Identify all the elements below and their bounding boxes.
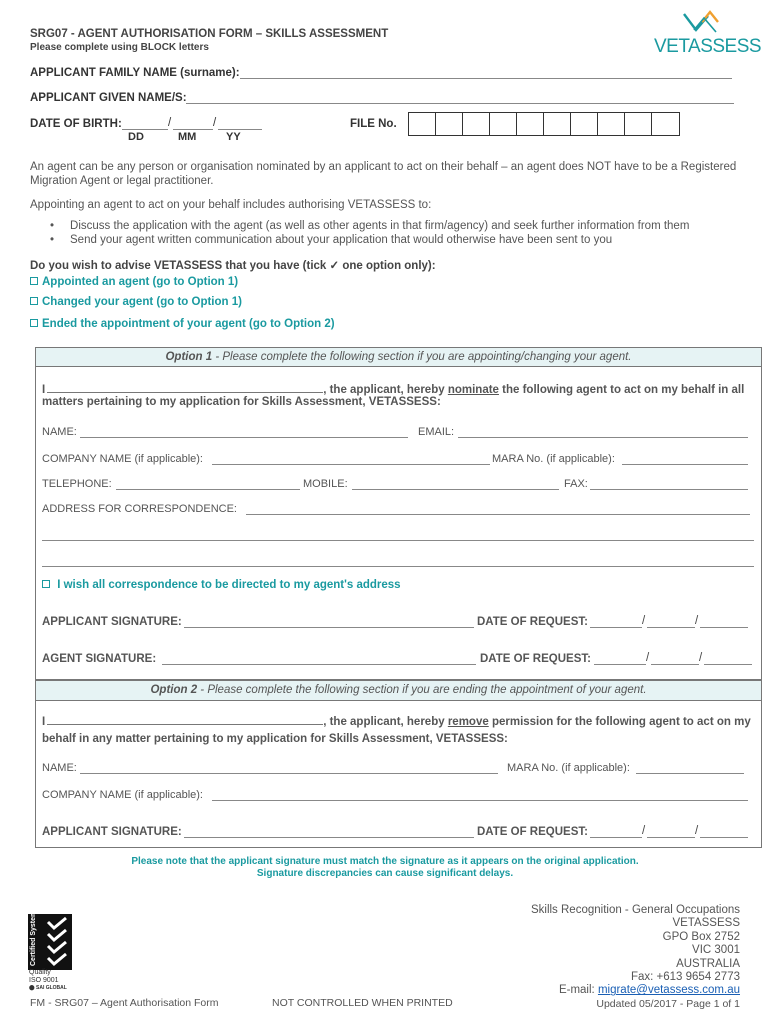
- given-name-field[interactable]: [186, 103, 734, 104]
- agent-name-label: NAME:: [42, 426, 77, 438]
- email-link[interactable]: migrate@vetassess.com.au: [597, 984, 740, 997]
- option1-heading-strong: Option 1: [165, 351, 213, 363]
- address-field-line-2[interactable]: [42, 540, 754, 541]
- vetassess-address: [531, 904, 740, 998]
- opt2-date-month-field[interactable]: [647, 837, 695, 838]
- file-no-boxes[interactable]: [408, 112, 680, 136]
- address-label: ADDRESS FOR CORRESPONDENCE:: [42, 503, 237, 515]
- applicant-signature-field[interactable]: [184, 627, 474, 628]
- address-field-line-3[interactable]: [42, 566, 754, 567]
- option2-section: [35, 680, 762, 848]
- agent-date-month-field[interactable]: [651, 664, 699, 665]
- address-email-row: [531, 984, 740, 997]
- dob-dd-hint: DD: [128, 131, 144, 143]
- remove-line-1: [42, 714, 751, 728]
- agent-date-day-field[interactable]: [594, 664, 646, 665]
- option-changed-label: Changed your agent (go to Option 1): [42, 296, 242, 308]
- date-slash: /: [642, 825, 646, 837]
- mobile-label: MOBILE:: [303, 478, 348, 490]
- agent-date-of-request-label: DATE OF REQUEST:: [480, 653, 591, 665]
- signature-note-1: Please note that the applicant signature must match the signature as it appears on the original application.: [131, 856, 639, 867]
- agent-email-label: EMAIL:: [418, 426, 455, 438]
- opt2-agent-name-label: NAME:: [42, 762, 77, 774]
- dob-yy-hint: YY: [226, 131, 241, 143]
- intro-paragraph-1: An agent can be any person or organisation nominated by an applicant to act on their behalf – an agent does NOT have to be a Registered Migration Agent or legal practitioner.: [30, 161, 737, 187]
- footer-updated: Updated 05/2017 - Page 1 of 1: [596, 998, 740, 1010]
- file-no-label: FILE No.: [350, 118, 397, 130]
- nominate-keyword: nominate: [447, 384, 499, 396]
- family-name-field[interactable]: [240, 78, 732, 79]
- date-slash: /: [646, 652, 650, 664]
- date-request-month-field[interactable]: [647, 627, 695, 628]
- remove-post: permission for the following agent to act on my: [488, 716, 751, 728]
- option-ended-label: Ended the appointment of your agent (go to Option 2): [42, 318, 335, 330]
- ended-checkbox[interactable]: [30, 319, 38, 327]
- company-name-field[interactable]: [212, 464, 490, 465]
- options-question: Do you wish to advise VETASSESS that you have (tick ✓ one option only):: [30, 260, 436, 272]
- opt2-company-field[interactable]: [212, 800, 748, 801]
- nominate-i: I: [42, 384, 46, 396]
- company-name-label: COMPANY NAME (if applicable):: [42, 453, 203, 465]
- dob-day-field[interactable]: [122, 129, 168, 130]
- address-line-4: VIC 3001: [692, 944, 740, 957]
- badge-label: Certified System: [30, 910, 37, 966]
- address-line-5: AUSTRALIA: [676, 957, 740, 970]
- correspondence-checkbox[interactable]: [42, 580, 50, 588]
- agent-email-field[interactable]: [458, 437, 748, 438]
- opt2-mara-label: MARA No. (if applicable):: [507, 762, 630, 774]
- footer-control-notice: NOT CONTROLLED WHEN PRINTED: [272, 997, 453, 1009]
- given-name-label: APPLICANT GIVEN NAME/S:: [30, 92, 187, 104]
- agent-date-year-field[interactable]: [704, 664, 752, 665]
- bullet-item-1: • Discuss the application with the agent (as well as other agents in that firm/agency) and seek further information from them: [50, 220, 690, 232]
- correspondence-option-label: I wish all correspondence to be directed to my agent's address: [57, 579, 401, 591]
- option2-heading-rest: - Please complete the following section if you are ending the appointment of your agent.: [197, 684, 647, 696]
- dob-label: DATE OF BIRTH:: [30, 118, 122, 130]
- cert-quality: Quality: [29, 969, 51, 976]
- date-request-day-field[interactable]: [590, 627, 642, 628]
- opt2-date-day-field[interactable]: [590, 837, 642, 838]
- opt2-agent-name-field[interactable]: [80, 773, 498, 774]
- cert-iso: ISO 9001: [29, 977, 59, 984]
- option-appointed[interactable]: [30, 276, 238, 288]
- opt2-applicant-signature-label: APPLICANT SIGNATURE:: [42, 826, 182, 838]
- mara-field[interactable]: [622, 464, 748, 465]
- address-email-prefix: E-mail:: [558, 984, 598, 997]
- date-request-year-field[interactable]: [700, 627, 748, 628]
- applicant-signature-label: APPLICANT SIGNATURE:: [42, 616, 182, 628]
- remove-line-2: behalf in any matter pertaining to my application for Skills Assessment, VETASSESS:: [42, 733, 508, 745]
- address-line-3: GPO Box 2752: [662, 930, 740, 943]
- dob-year-field[interactable]: [218, 129, 262, 130]
- option2-heading-strong: Option 2: [150, 684, 198, 696]
- opt2-mara-field[interactable]: [636, 773, 744, 774]
- telephone-label: TELEPHONE:: [42, 478, 112, 490]
- logo-chevron-icon: [650, 8, 745, 38]
- changed-checkbox[interactable]: [30, 297, 38, 305]
- option-changed[interactable]: [30, 296, 242, 308]
- appointed-checkbox[interactable]: [30, 277, 38, 285]
- dob-mm-hint: MM: [178, 131, 197, 143]
- remove-applicant-name-field[interactable]: [47, 714, 323, 725]
- form-subtitle: Please complete using BLOCK letters: [30, 42, 209, 53]
- bullet-text-2: Send your agent written communication about your application that would otherwise have been sent to you: [70, 234, 613, 246]
- correspondence-option[interactable]: [42, 579, 401, 591]
- date-slash: /: [699, 652, 703, 664]
- dob-slash-1: /: [168, 117, 172, 129]
- mobile-field[interactable]: [352, 489, 559, 490]
- address-fax: Fax: +613 9654 2773: [630, 971, 740, 984]
- cert-sai: [29, 985, 67, 991]
- nominate-applicant-name-field[interactable]: [47, 382, 323, 393]
- nominate-post: the following agent to act on my behalf in all: [498, 384, 745, 396]
- address-line-2: VETASSESS: [672, 917, 740, 930]
- certified-system-badge: [28, 910, 72, 970]
- family-name-label: APPLICANT FAMILY NAME (surname):: [30, 67, 240, 79]
- date-slash: /: [642, 615, 646, 627]
- opt2-applicant-signature-field[interactable]: [184, 837, 474, 838]
- option-appointed-label: Appointed an agent (go to Option 1): [42, 276, 239, 288]
- date-of-request-label: DATE OF REQUEST:: [477, 616, 588, 628]
- address-line-1: Skills Recognition - General Occupations: [530, 904, 740, 916]
- option1-heading: [36, 348, 761, 367]
- dob-slash-2: /: [213, 117, 217, 129]
- opt2-company-label: COMPANY NAME (if applicable):: [42, 789, 203, 801]
- opt2-date-year-field[interactable]: [700, 837, 748, 838]
- nominate-mid: , the applicant, hereby: [323, 384, 448, 396]
- bullet-text-1: Discuss the application with the agent (as well as other agents in that firm/agency) and seek further information from them: [70, 220, 690, 232]
- remove-keyword: remove: [447, 716, 489, 728]
- agent-signature-label: AGENT SIGNATURE:: [42, 653, 157, 665]
- form-title: SRG07 - AGENT AUTHORISATION FORM – SKILLS ASSESSMENT: [30, 28, 389, 40]
- fax-label: FAX:: [564, 478, 588, 490]
- opt2-date-of-request-label: DATE OF REQUEST:: [477, 826, 588, 838]
- agent-name-field[interactable]: [80, 437, 408, 438]
- option1-heading-rest: - Please complete the following section if you are appointing/changing your agent.: [212, 351, 632, 363]
- option2-heading: [36, 681, 761, 701]
- check-marks-icon: [44, 916, 70, 968]
- signature-note-2: Signature discrepancies can cause significant delays.: [256, 868, 514, 879]
- cert-sai-text: SAI GLOBAL: [36, 985, 67, 991]
- sai-global-icon: ⬤: [29, 985, 35, 991]
- fax-field[interactable]: [590, 489, 748, 490]
- date-slash: /: [695, 615, 699, 627]
- nominate-line-1: [42, 382, 744, 396]
- logo-text: VETASSESS: [654, 36, 762, 57]
- bullet-item-2: • Send your agent written communication about your application that would otherwise have been sent to you: [50, 234, 613, 246]
- remove-i: I: [42, 716, 46, 728]
- date-slash: /: [695, 825, 699, 837]
- agent-signature-field[interactable]: [162, 664, 476, 665]
- nominate-line-2: matters pertaining to my application for Skills Assessment, VETASSESS:: [42, 396, 441, 408]
- footer-form-id: FM - SRG07 – Agent Authorisation Form: [30, 997, 219, 1009]
- option-ended[interactable]: [30, 318, 335, 330]
- address-field-line-1[interactable]: [246, 514, 750, 515]
- telephone-field[interactable]: [116, 489, 300, 490]
- mara-label: MARA No. (if applicable):: [492, 453, 615, 465]
- intro-paragraph-2: Appointing an agent to act on your behalf includes authorising VETASSESS to:: [30, 199, 432, 211]
- remove-mid: , the applicant, hereby: [323, 716, 448, 728]
- dob-month-field[interactable]: [173, 129, 213, 130]
- vetassess-logo: [650, 8, 762, 60]
